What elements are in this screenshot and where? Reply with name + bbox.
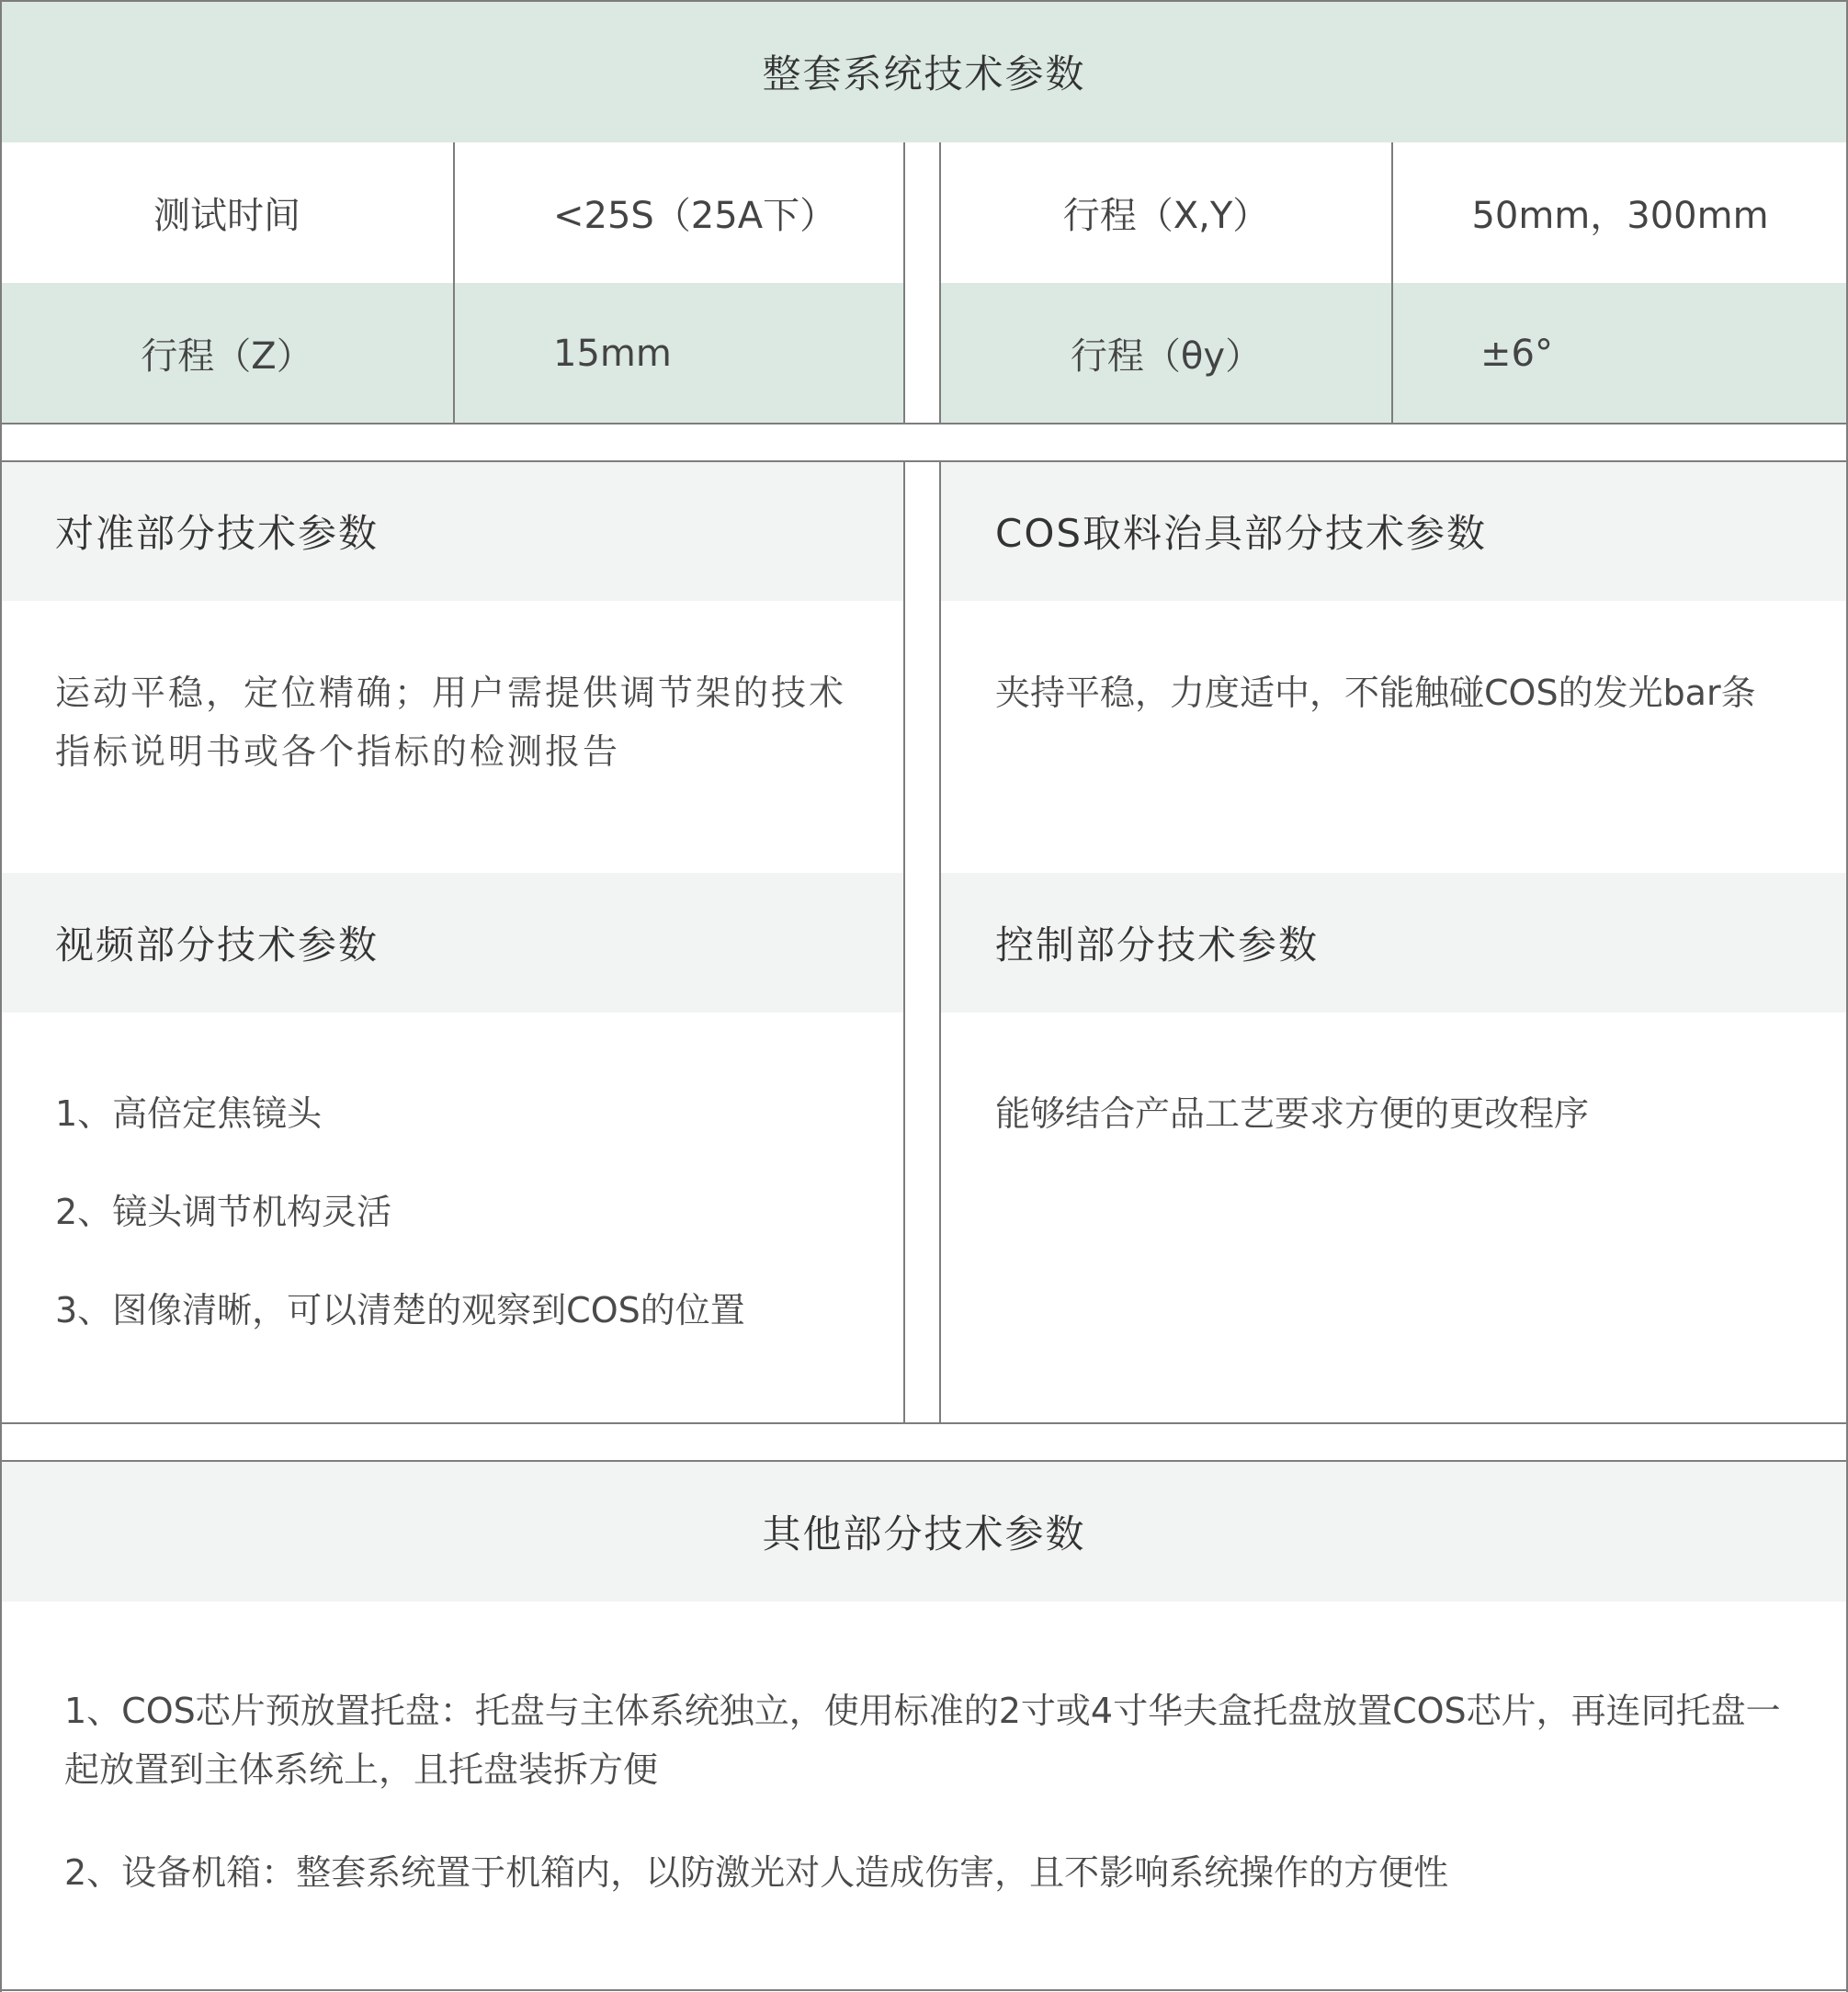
alignment-section-header [0, 461, 904, 601]
test-time-label: 测试时间 [153, 195, 300, 237]
video-section-title: 视频部分技术参数 [55, 922, 380, 968]
center-divider-right-top [939, 142, 941, 424]
travel-theta-value: ±6° [1480, 332, 1553, 375]
other-section-title: 其他部分技术参数 [762, 1511, 1086, 1556]
video-section-header [0, 873, 904, 1013]
system-row2-label1 [0, 283, 454, 424]
other-item-1: 1、COS芯片预放置托盘：托盘与主体系统独立，使用标准的2寸或4寸华夫盒托盘放置COS芯片，再连同托盘一起放置到主体系统上，且托盘装拆方便 [64, 1691, 1781, 1790]
system-row2-label2 [940, 283, 1392, 424]
other-section-body [0, 1681, 1848, 1902]
system-row2-value1 [454, 283, 904, 424]
table-border-top [0, 0, 1848, 2]
cos-fixture-section-title: COS取料治具部分技术参数 [995, 511, 1488, 556]
travel-xy-value: 50mm，300mm [1471, 195, 1769, 237]
alignment-section-body [0, 663, 904, 781]
video-item-3: 3、图像清晰，可以清楚的观察到COS的位置 [55, 1290, 745, 1330]
system-section-bottom-line [0, 423, 1848, 424]
alignment-section-title: 对准部分技术参数 [55, 511, 380, 556]
other-item-2: 2、设备机箱：整套系统置于机箱内，以防激光对人造成伤害，且不影响系统操作的方便性 [64, 1852, 1449, 1893]
cos-fixture-section-body [940, 663, 1848, 722]
travel-z-label: 行程（Z） [141, 335, 313, 378]
cos-fixture-section-header [940, 461, 1848, 601]
cos-fixture-description: 夹持平稳，力度适中，不能触碰COS的发光bar条 [995, 673, 1756, 713]
center-divider-right-middle [939, 460, 941, 1424]
center-divider-left-middle [903, 460, 905, 1424]
travel-xy-label: 行程（X,Y） [1062, 195, 1270, 237]
video-section-body [0, 1084, 904, 1340]
system-row1-value1 [454, 142, 904, 283]
table-border-left [0, 0, 2, 1992]
middle-section-top-line [0, 460, 1848, 462]
alignment-description: 运动平稳，定位精确；用户需提供调节架的技术指标说明书或各个指标的检测报告 [55, 673, 847, 772]
other-section-header [0, 1461, 1848, 1602]
system-divider-1 [453, 142, 455, 424]
control-section-body [940, 1084, 1848, 1143]
system-section-title: 整套系统技术参数 [762, 51, 1086, 96]
test-time-value: <25S（25A下） [553, 195, 837, 237]
system-row1-value2 [1392, 142, 1848, 283]
control-section-title: 控制部分技术参数 [995, 922, 1320, 968]
travel-theta-label: 行程（θy） [1070, 335, 1263, 378]
control-section-header [940, 873, 1848, 1013]
system-row2-value2 [1392, 283, 1848, 424]
system-section-header [0, 0, 1848, 142]
center-divider-left-top [903, 142, 905, 424]
table-border-bottom [0, 1989, 1848, 1991]
video-item-2: 2、镜头调节机构灵活 [55, 1192, 392, 1232]
travel-z-value: 15mm [553, 332, 672, 375]
video-item-1: 1、高倍定焦镜头 [55, 1093, 323, 1134]
system-row1-label1 [0, 142, 454, 283]
other-section-top-line [0, 1460, 1848, 1462]
control-description: 能够结合产品工艺要求方便的更改程序 [995, 1093, 1590, 1134]
system-divider-2 [1391, 142, 1393, 424]
middle-section-bottom-line [0, 1422, 1848, 1424]
system-row1-label2 [940, 142, 1392, 283]
